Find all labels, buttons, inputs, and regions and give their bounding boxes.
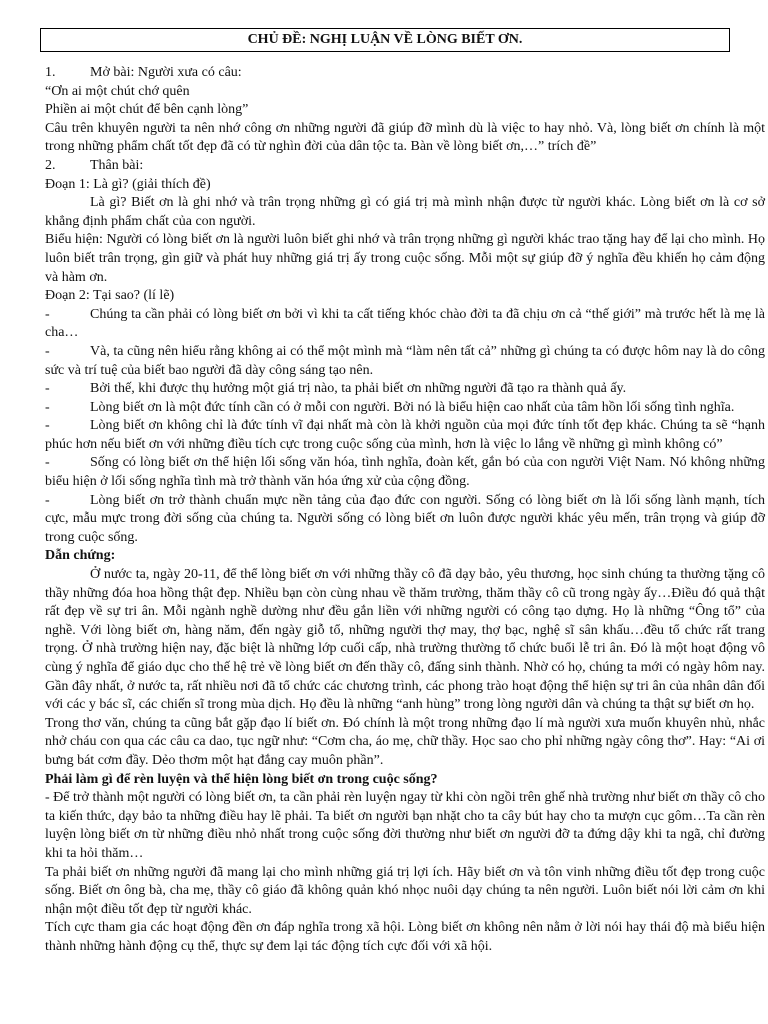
section-number: 2.	[45, 157, 56, 173]
list-item	[45, 399, 765, 418]
ren-luyen-paragraph-3: Tích cực tham gia các hoạt động đền ơn đáp nghĩa trong xã hội. Lòng biết ơn không nên nằm ở lời nói hay thái độ mà biểu hiện thành những hành động cụ thể, thực sự đem lại tác động tích cực đối với xã hội.	[45, 920, 765, 954]
bullet-dash: -	[45, 492, 50, 508]
list-item	[45, 380, 765, 399]
bullet-dash: -	[45, 399, 50, 415]
dan-chung-heading: Dẫn chứng:	[45, 548, 116, 564]
dan-chung-paragraph-2: Trong thơ văn, chúng ta cũng bắt gặp đạo lí biết ơn. Đó chính là một trong những đạo lí mà người xưa muốn khuyên nhủ, nhắc nhở cháu con qua các câu ca dao, tục ngữ như: “Cơm cha, áo mẹ, chữ thầy. Học sao cho phỉ những ngày công thơ”. Hay: “Ai ơi bưng bát cơm đầy. Dẻo thơm một hạt đắng cay muôn phần”.	[45, 715, 765, 768]
bullet-dash: -	[45, 418, 50, 434]
list-item-text: Sống có lòng biết ơn thể hiện lối sống văn hóa, tình nghĩa, đoàn kết, gắn bó của con người Việt Nam. Nó không những biểu hiện ở lối sống nghĩa tình mà trở thành văn hóa ứng xử của cộng đồng.	[45, 455, 765, 490]
list-item	[45, 492, 765, 548]
bullet-dash: -	[45, 343, 50, 359]
reason-list	[45, 306, 765, 548]
definition-paragraph: Là gì? Biết ơn là ghi nhớ và trân trọng những gì có giá trị mà mình nhận được từ người khác. Lòng biết ơn là cơ sở khẳng định phẩm chất của con người.	[45, 195, 765, 229]
document-title: CHỦ ĐỀ: NGHỊ LUẬN VỀ LÒNG BIẾT ƠN.	[40, 28, 730, 52]
list-item-text: Chúng ta cần phải có lòng biết ơn bởi vì khi ta cất tiếng khóc chào đời ta đã chịu ơn cả “thế giới” mà trước hết là mẹ là cha…	[45, 306, 765, 341]
list-item-text: Lòng biết ơn không chỉ là đức tính vĩ đại nhất mà còn là khởi nguồn của mọi đức tính tốt đẹp khác. Chúng ta sẽ “hạnh phúc hơn nếu biết ơn với những điều tích cực trong cuộc sống của mình, hơn là việc lo lắng về những gì mình không có”	[45, 418, 765, 452]
bieu-hien-paragraph: Biểu hiện: Người có lòng biết ơn là người luôn biết ghi nhớ và trân trọng những gì người khác trao tặng hay để lại cho mình. Họ luôn biết trân trọng, gìn giữ và phát huy những giá trị ấy trong cuộc sống. Mỗi một sự giúp đỡ ý nghĩa đều khiến họ cảm động và hàm ơn.	[45, 232, 765, 285]
list-item	[45, 306, 765, 343]
document-body	[45, 64, 765, 957]
quote-line-1: “Ơn ai một chút chớ quên	[45, 83, 190, 99]
bullet-dash: -	[45, 455, 50, 471]
ren-luyen-paragraph-2: Ta phải biết ơn những người đã mang lại cho mình những giá trị lợi ích. Hãy biết ơn và tôn vinh những điều tốt đẹp trong cuộc sống. Biết ơn ông bà, cha mẹ, thầy cô giáo đã không quản khó nhọc nuôi dạy chúng ta nên người. Luôn biết nói lời cảm ơn khi nhận một điều tốt đẹp từ người khác.	[45, 864, 765, 917]
list-item-text: Lòng biết ơn là một đức tính cần có ở mỗi con người. Bởi nó là biểu hiện cao nhất của tâm hồn lối sống tình nghĩa.	[90, 399, 735, 415]
doan-2-heading: Đoạn 2: Tại sao? (lí lẽ)	[45, 288, 175, 304]
list-item-text: Và, ta cũng nên hiểu rằng không ai có thể một mình mà “làm nên tất cả” những gì chúng ta có được hôm nay là do công sức và trí tuệ của biết bao người đã dày công sáng tạo nên.	[45, 343, 765, 378]
than-bai-label: Thân bài:	[90, 157, 144, 173]
mo-bai-paragraph: Câu trên khuyên người ta nên nhớ công ơn những người đã giúp đỡ mình dù là việc to hay nhỏ. Và, lòng biết ơn chính là một trong những phẩm chất tốt đẹp đã có từ nghìn đời của dân tộc ta. Bàn về lòng biết ơn,…” trích đề”	[45, 120, 765, 155]
ren-luyen-heading: Phải làm gì để rèn luyện và thể hiện lòng biết ơn trong cuộc sống?	[45, 771, 438, 787]
quote-line-2: Phiền ai một chút để bên cạnh lòng”	[45, 102, 249, 118]
mo-bai-line	[45, 64, 765, 83]
bullet-dash: -	[45, 381, 50, 397]
than-bai-line	[45, 157, 765, 176]
ren-luyen-paragraph-1: - Để trở thành một người có lòng biết ơn, ta cần phải rèn luyện ngay từ khi còn ngồi trên ghế nhà trường như biết ơn thầy cô cho ta kiến thức, dạy bảo ta những điều hay lẽ phải. Ta biết ơn người bạn nhặt cho ta cây bút hay cho ta mượn cục gôm…Ta cần rèn luyện lòng biết ơn từ những điều nhỏ nhất trong cuộc sống đời thường như biết ơn người đỡ ta đứng dậy khi ta ngã, chỉ đường khi ta hỏi thăm…	[45, 790, 765, 861]
doan-1-heading: Đoạn 1: Là gì? (giải thích đề)	[45, 176, 211, 192]
list-item	[45, 343, 765, 380]
bullet-dash: -	[45, 306, 50, 322]
list-item	[45, 454, 765, 491]
mo-bai-label: Mở bài: Người xưa có câu:	[90, 65, 242, 80]
dan-chung-paragraph-1: Ở nước ta, ngày 20-11, để thể lòng biết ơn với những thầy cô đã dạy bảo, yêu thương, học sinh chúng ta thường tặng cô thầy những đóa hoa hồng thật đẹp. Nhiều bạn còn cùng nhau về thăm trường, thăm thầy cô cũ trong ngày ấy…Điều đó quả thật rất đẹp về sự tri ân. Mỗi ngành nghề dường như đều gắn liền với những người có công tạo dựng. Họ là những “Ông tổ” của nghề. Với lòng biết ơn, hàng năm, đến ngày giỗ tổ, những người thợ may, thợ bạc, nghệ sĩ sân khấu…đều tổ chức rất trang trọng. Ở nhà trường hiện nay, đặc biệt là những lớp cuối cấp, nhà trường thường tổ chức buổi lễ tri ân. Đó là một hoạt động vô cùng ý nghĩa để giáo dục cho thế hệ trẻ về lòng biết ơn đến thầy cô, đấng sinh thành. Nhờ có họ, chúng ta mới có ngày hôm nay. Gần đây nhất, ở nước ta, rất nhiều nơi đã tổ chức các chương trình, các phong trào hoạt động thể hiện sự tri ân của nhân dân đối với các y bác sĩ, các chiến sĩ trong mùa dịch. Họ đều là những “anh hùng” trong lòng người dân và chúng ta thật sự biết ơn họ.	[45, 567, 765, 713]
section-number: 1.	[45, 65, 56, 80]
list-item-text: Lòng biết ơn trở thành chuẩn mực nền tảng của đạo đức con người. Sống có lòng biết ơn là lối sống lành mạnh, tích cực, mẫu mực trong đời sống của chúng ta. Người sống có lòng biết ơn luôn được người khác yêu mến, trân trọng và giúp đỡ trong cuộc sống.	[45, 492, 765, 545]
list-item	[45, 417, 765, 454]
list-item-text: Bởi thế, khi được thụ hưởng một giá trị nào, ta phải biết ơn những người đã tạo ra thành quả ấy.	[90, 381, 627, 397]
